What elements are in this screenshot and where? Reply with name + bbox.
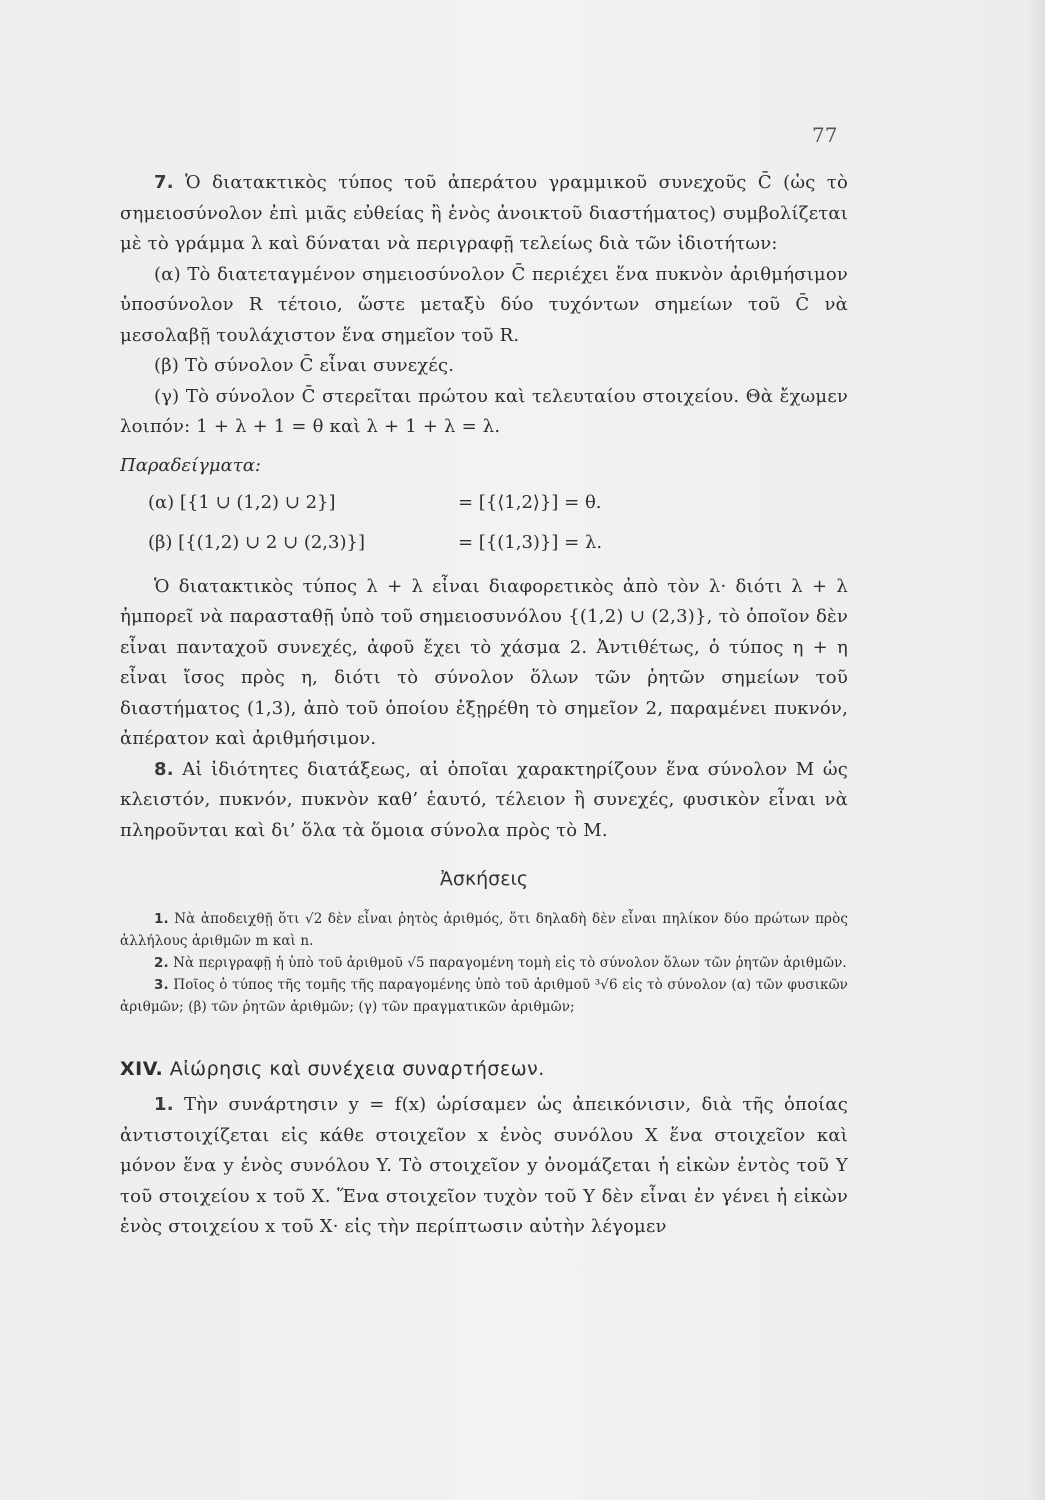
section-7-intro — [120, 168, 848, 260]
example-lhs: (α) [{1 ∪ (1,2) ∪ 2}] — [148, 491, 336, 513]
property-a: (α) Τὸ διατεταγμένον σημειοσύνολον C̄ περιέχει ἕνα πυκνὸν ἀριθμήσιμον ὑποσύνολον R τέτοιο, ὥστε μεταξὺ δύο τυχόντων σημείων τοῦ C̄ νὰ μεσολαβῇ τουλάχιστον ἕνα σημεῖον τοῦ R. — [120, 263, 848, 346]
examples-heading: Παραδείγματα: — [120, 454, 261, 476]
section-14-para-number: 1. — [154, 1094, 174, 1115]
section-8-text: Αἱ ἰδιότητες διατάξεως, αἱ ὁποῖαι χαρακτηρίζουν ἕνα σύνολον M ὡς κλειστόν, πυκνόν, πυκνὸν καθ’ ἑαυτό, τέλειον ἢ συνεχές, φυσικὸν εἶναι νὰ πληροῦνται καὶ δι’ ὅλα τὰ ὅμοια σύνολα πρὸς τὸ M. — [120, 758, 848, 841]
example-rhs: = [{⟨1,2⟩}] = θ. — [458, 491, 602, 513]
section-8 — [120, 755, 848, 847]
exercise-item — [120, 952, 848, 974]
exercise-number: 1. — [154, 911, 169, 927]
section-7-intro-text: Ὁ διατακτικὸς τύπος τοῦ ἀπεράτου γραμμικοῦ συνεχοῦς C̄ (ὡς τὸ σημειοσύνολον ἐπὶ μιᾶς εὐθείας ἢ ἑνὸς ἀνοικτοῦ διαστήματος) συμβολίζεται μὲ τὸ γράμμα λ καὶ δύναται νὰ περιγραφῇ τελείως διὰ τῶν ἰδιοτήτων: — [120, 172, 849, 254]
exercise-number: 3. — [154, 977, 169, 993]
exercise-text: Νὰ περιγραφῇ ἡ ὑπὸ τοῦ ἀριθμοῦ √5 παραγομένη τομὴ εἰς τὸ σύνολον ὅλων τῶν ῥητῶν ἀριθμῶν. — [173, 955, 847, 971]
example-row — [120, 486, 848, 526]
exercises-title: Ἀσκήσεις — [439, 868, 529, 890]
example-lhs: (β) [{(1,2) ∪ 2 ∪ (2,3)}] — [148, 531, 365, 553]
exercise-item — [120, 908, 848, 952]
type-paragraph: Ὁ διατακτικὸς τύπος λ + λ εἶναι διαφορετικὸς ἀπὸ τὸν λ· διότι λ + λ ἠμπορεῖ νὰ παρασταθῇ ὑπὸ τοῦ σημειοσυνόλου {(1,2) ∪ (2,3)}, τὸ ὁποῖον δὲν εἶναι πανταχοῦ συνεχές, ἀφοῦ ἔχει τὸ χάσμα 2. Ἀντιθέτως, ὁ τύπος η + η εἶναι ἴσος πρὸς η, διότι τὸ σύνολον ὅλων τῶν ῥητῶν σημείων τοῦ διαστήματος (1,3), ἀπὸ τοῦ ὁποίου ἐξῃρέθη τὸ σημεῖον 2, παραμένει πυκνόν, ἀπέρατον καὶ ἀριθμήσιμον. — [120, 575, 848, 749]
page-edge-shadow — [1027, 0, 1045, 1500]
section-7-number: 7. — [154, 172, 174, 193]
section-14-text: Τὴν συνάρτησιν y = f(x) ὡρίσαμεν ὡς ἀπεικόνισιν, διὰ τῆς ὁποίας ἀντιστοιχίζεται εἰς κάθε στοιχεῖον x ἑνὸς συνόλου X ἕνα στοιχεῖον καὶ μόνον ἕνα y ἑνὸς συνόλου Y. Τὸ στοιχεῖον y ὀνομάζεται ἡ εἰκὼν ἐντὸς τοῦ Y τοῦ στοιχείου x τοῦ X. Ἕνα στοιχεῖον τυχὸν τοῦ Y δὲν εἶναι ἐν γένει ἡ εἰκὼν ἑνὸς στοιχείου x τοῦ X· εἰς τὴν περίπτωσιν αὐτὴν λέγομεν — [120, 1094, 848, 1237]
exercise-text: Νὰ ἀποδειχθῇ ὅτι √2 δὲν εἶναι ῥητὸς ἀριθμός, ὅτι δηλαδὴ δὲν εἶναι πηλίκον δύο πρώτων πρὸς ἀλλήλους ἀριθμῶν m καὶ n. — [120, 911, 848, 949]
page-number: 77 — [812, 123, 838, 147]
example-rhs: = [{(1,3)}] = λ. — [458, 531, 603, 553]
page-content — [120, 168, 848, 1243]
section-14-number: XIV. — [120, 1058, 164, 1080]
exercise-text: Ποῖος ὁ τύπος τῆς τομῆς τῆς παραγομένης ὑπὸ τοῦ ἀριθμοῦ ³√6 εἰς τὸ σύνολον (α) τῶν φυσικῶν ἀριθμῶν; (β) τῶν ῥητῶν ἀριθμῶν; (γ) τῶν πραγματικῶν ἀριθμῶν; — [120, 977, 848, 1015]
section-14-paragraph — [120, 1090, 848, 1243]
section-14-heading — [120, 1058, 848, 1080]
exercise-item — [120, 974, 848, 1018]
example-row — [120, 526, 848, 566]
section-8-number: 8. — [154, 758, 174, 780]
property-b: (β) Τὸ σύνολον C̄ εἶναι συνεχές. — [154, 355, 455, 376]
exercise-number: 2. — [154, 955, 169, 971]
property-c: (γ) Τὸ σύνολον C̄ στερεῖται πρώτου καὶ τελευταίου στοιχείου. Θὰ ἔχωμεν λοιπόν: 1 + λ + 1 = θ καὶ λ + 1 + λ = λ. — [120, 385, 848, 437]
section-14-title: Αἰώρησις καὶ συνέχεια συναρτήσεων. — [169, 1058, 545, 1080]
